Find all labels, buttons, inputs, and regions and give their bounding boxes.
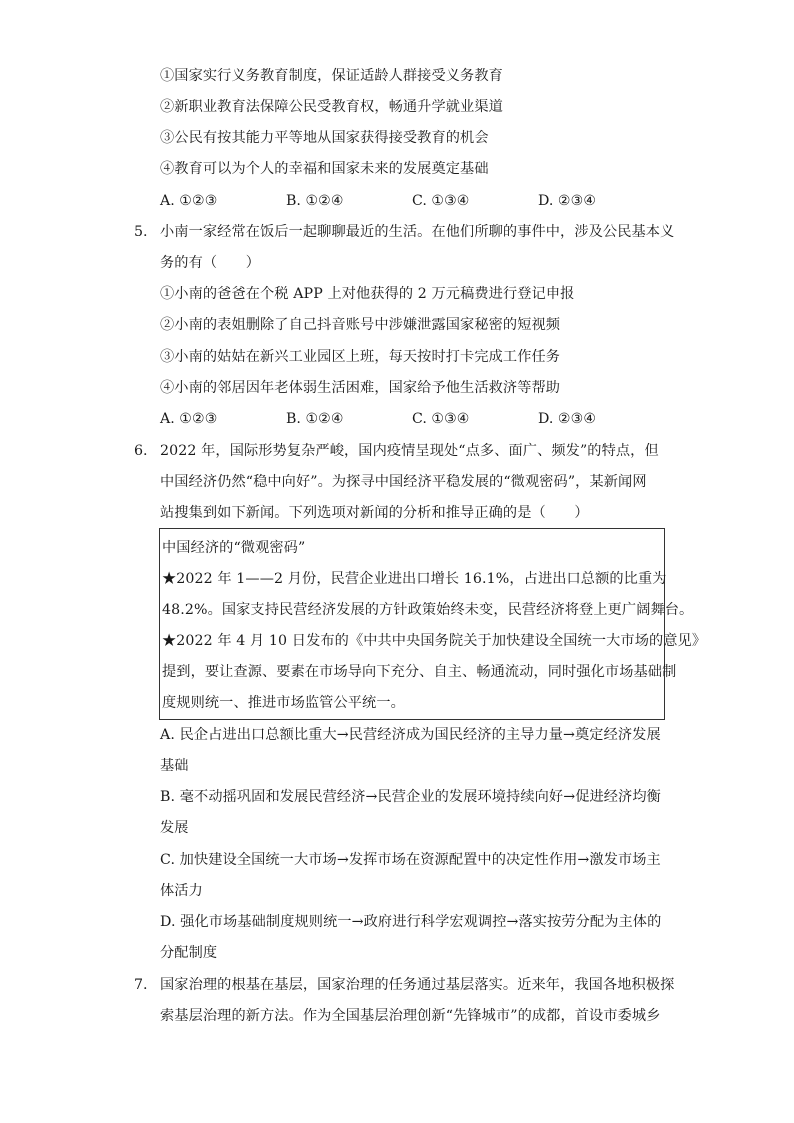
news-box-title: 中国经济的“微观密码” — [162, 540, 306, 556]
q5-options — [160, 409, 680, 429]
q6-choice-a-line-2: 基础 — [160, 758, 189, 774]
q6-choice-c-line-1: C. 加快建设全国统一大市场→发挥市场在资源配置中的决定性作用→激发市场主 — [160, 852, 661, 868]
q5-statement-1: ①小南的爸爸在个税 APP 上对他获得的 2 万元稿费进行登记申报 — [160, 286, 575, 302]
q5-option-d: D. ②③④ — [538, 411, 597, 427]
q4-option-b: B. ①②④ — [286, 193, 344, 209]
q5-option-b: B. ①②④ — [286, 411, 344, 427]
q6-choice-b-line-2: 发展 — [160, 820, 189, 836]
q6-stem-line-3: 站搜集到如下新闻。下列选项对新闻的分析和推导正确的是（ ） — [160, 505, 589, 521]
q5-option-c: C. ①③④ — [412, 411, 470, 427]
q4-option-d: D. ②③④ — [538, 193, 597, 209]
q5-number: 5. — [134, 224, 148, 240]
q6-choice-d-line-2: 分配制度 — [160, 945, 218, 961]
q5-statement-3: ③小南的姑姑在新兴工业园区上班，每天按时打卡完成工作任务 — [160, 349, 561, 365]
q6-stem-line-2: 中国经济仍然“稳中向好”。为探寻中国经济平稳发展的“微观密码”，某新闻网 — [160, 474, 647, 490]
q6-choice-c-line-2: 体活力 — [160, 883, 203, 899]
q5-option-a: A. ①②③ — [160, 411, 218, 427]
q6-choice-a-line-1: A. 民企占进出口总额比重大→民营经济成为国民经济的主导力量→奠定经济发展 — [160, 727, 661, 743]
q4-options — [160, 191, 680, 211]
q4-statement-2: ②新职业教育法保障公民受教育权，畅通升学就业渠道 — [160, 99, 503, 115]
news-box — [159, 528, 707, 720]
q7-stem-line-2: 索基层治理的新方法。作为全国基层治理创新“先锋城市”的成都，首设市委城乡 — [160, 1008, 661, 1024]
q7-number: 7. — [134, 977, 148, 993]
q4-statement-3: ③公民有按其能力平等地从国家获得接受教育的机会 — [160, 130, 489, 146]
q4-option-a: A. ①②③ — [160, 193, 218, 209]
q6-choice-d-line-1: D. 强化市场基础制度规则统一→政府进行科学宏观调控→落实按劳分配为主体的 — [160, 914, 662, 930]
q5-stem-line-1: 小南一家经常在饭后一起聊聊最近的生活。在他们所聊的事件中，涉及公民基本义 — [160, 224, 675, 240]
q7-stem-line-1: 国家治理的根基在基层，国家治理的任务通过基层落实。近来年，我国各地积极探 — [160, 977, 675, 993]
q5-statement-2: ②小南的表姐删除了自己抖音账号中涉嫌泄露国家秘密的短视频 — [160, 317, 561, 333]
news-box-line-1: ★2022 年 1——2 月份，民营企业进出口增长 16.1%，占进出口总额的比重为 — [162, 571, 667, 587]
q4-option-c: C. ①③④ — [412, 193, 470, 209]
q6-number: 6. — [134, 443, 148, 459]
news-box-line-2: 48.2%。国家支持民营经济发展的方针政策始终未变，民营经济将登上更广阔舞台。 — [162, 602, 694, 618]
q5-statement-4: ④小南的邻居因年老体弱生活困难，国家给予他生活救济等帮助 — [160, 380, 561, 396]
q6-choice-b-line-1: B. 毫不动摇巩固和发展民营经济→民营企业的发展环境持续向好→促进经济均衡 — [160, 789, 661, 805]
q4-statement-4: ④教育可以为个人的幸福和国家未来的发展奠定基础 — [160, 161, 489, 177]
q5-stem-line-2: 务的有（ ） — [160, 255, 261, 271]
q4-statement-1: ①国家实行义务教育制度，保证适龄人群接受义务教育 — [160, 68, 503, 84]
news-box-line-3: ★2022 年 4 月 10 日发布的《中共中央国务院关于加快建设全国统一大市场的意见》 — [162, 633, 707, 649]
news-box-line-5: 度规则统一、推进市场监管公平统一。 — [162, 695, 405, 711]
q6-stem-line-1: 2022 年，国际形势复杂严峻，国内疫情呈现处“点多、面广、频发”的特点，但 — [160, 443, 659, 459]
news-box-line-4: 提到，要让查源、要素在市场导向下充分、自主、畅通流动，同时强化市场基础制 — [162, 664, 677, 680]
